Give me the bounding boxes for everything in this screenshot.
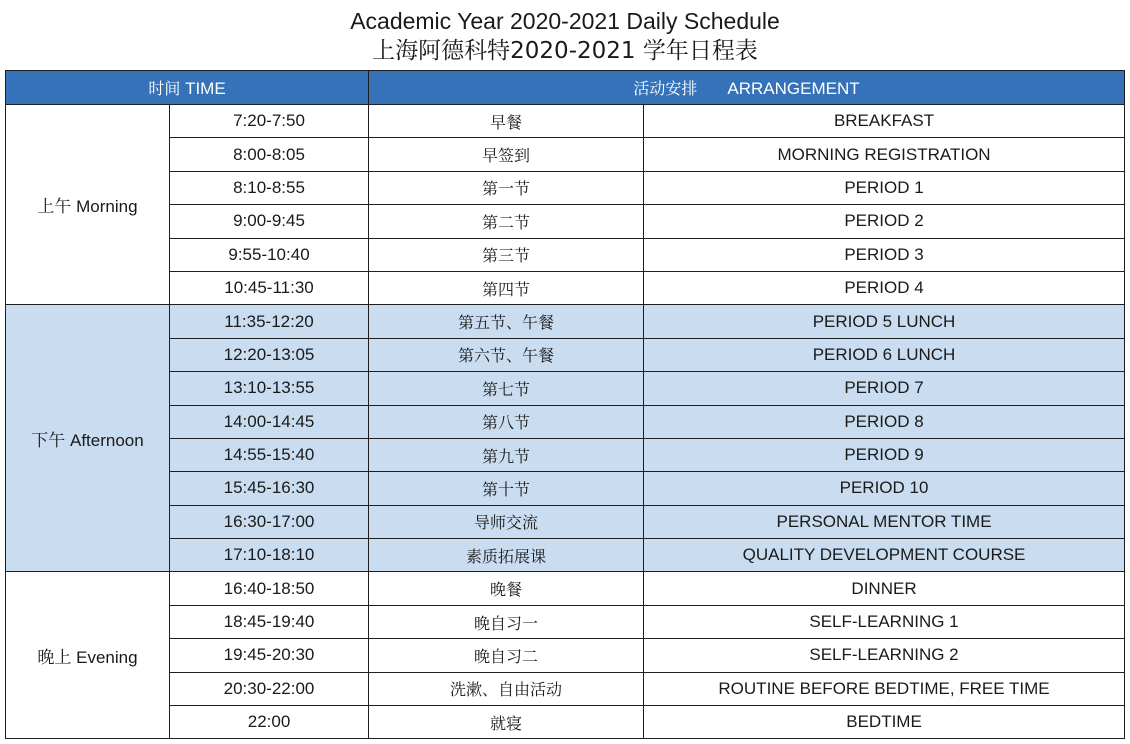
activity-zh-cell: 素质拓展课 [369,539,644,572]
table-row [6,372,1125,405]
activity-zh-cell: 晚自习一 [369,605,644,638]
time-cell: 10:45-11:30 [170,271,369,304]
activity-zh-cell: 第二节 [369,205,644,238]
activity-en-cell: PERIOD 4 [644,271,1125,304]
page-title: Academic Year 2020-2021 Daily Schedule [350,8,780,34]
time-cell: 14:55-15:40 [170,438,369,471]
time-cell: 19:45-20:30 [170,639,369,672]
time-cell: 9:55-10:40 [170,238,369,271]
table-row [6,605,1125,638]
activity-zh-cell: 第一节 [369,171,644,204]
header-arrangement [369,71,1125,105]
activity-zh-cell: 第七节 [369,372,644,405]
activity-zh-cell: 早签到 [369,138,644,171]
period-block-label: 上午 Morning [6,105,170,305]
time-cell: 14:00-14:45 [170,405,369,438]
time-cell: 8:10-8:55 [170,171,369,204]
activity-en-cell: BREAKFAST [644,105,1125,138]
time-cell: 17:10-18:10 [170,539,369,572]
activity-en-cell: PERIOD 9 [644,438,1125,471]
time-cell: 16:30-17:00 [170,505,369,538]
table-row [6,438,1125,471]
time-cell: 13:10-13:55 [170,372,369,405]
activity-en-cell: PERIOD 1 [644,171,1125,204]
activity-en-cell: BEDTIME [644,706,1125,739]
activity-en-cell: SELF-LEARNING 1 [644,605,1125,638]
table-row [6,171,1125,204]
activity-en-cell: PERIOD 2 [644,205,1125,238]
activity-zh-cell: 导师交流 [369,505,644,538]
activity-zh-cell: 第三节 [369,238,644,271]
time-cell: 22:00 [170,706,369,739]
activity-zh-cell: 第四节 [369,271,644,304]
table-row [6,305,1125,338]
activity-zh-cell: 第五节、午餐 [369,305,644,338]
table-row [6,271,1125,304]
activity-zh-cell: 洗漱、自由活动 [369,672,644,705]
activity-en-cell: PERIOD 6 LUNCH [644,338,1125,371]
activity-zh-cell: 晚餐 [369,572,644,605]
table-row [6,472,1125,505]
table-row [6,205,1125,238]
header-arrangement-zh: 活动安排 [633,79,698,98]
time-cell: 8:00-8:05 [170,138,369,171]
activity-en-cell: QUALITY DEVELOPMENT COURSE [644,539,1125,572]
activity-en-cell: PERIOD 5 LUNCH [644,305,1125,338]
activity-en-cell: PERIOD 7 [644,372,1125,405]
table-row [6,405,1125,438]
activity-en-cell: PERSONAL MENTOR TIME [644,505,1125,538]
activity-zh-cell: 就寝 [369,706,644,739]
activity-en-cell: PERIOD 10 [644,472,1125,505]
period-block-label: 下午 Afternoon [6,305,170,572]
time-cell: 12:20-13:05 [170,338,369,371]
table-row [6,672,1125,705]
header-time [6,71,369,105]
time-cell: 7:20-7:50 [170,105,369,138]
activity-en-cell: ROUTINE BEFORE BEDTIME, FREE TIME [644,672,1125,705]
time-cell: 16:40-18:50 [170,572,369,605]
table-row [6,706,1125,739]
table-row [6,505,1125,538]
table-row [6,338,1125,371]
page-subtitle: 上海阿德科特2020-2021 学年日程表 [372,38,758,64]
header-row [6,71,1125,105]
header-time-en: TIME [185,79,226,98]
time-cell: 20:30-22:00 [170,672,369,705]
table-row [6,639,1125,672]
table-row [6,105,1125,138]
activity-en-cell: PERIOD 3 [644,238,1125,271]
activity-en-cell: SELF-LEARNING 2 [644,639,1125,672]
schedule-body [6,105,1125,739]
period-block-label: 晚上 Evening [6,572,170,739]
time-cell: 18:45-19:40 [170,605,369,638]
time-cell: 9:00-9:45 [170,205,369,238]
document-titles [0,6,1130,66]
header-time-zh: 时间 [148,79,181,98]
activity-zh-cell: 第九节 [369,438,644,471]
activity-zh-cell: 早餐 [369,105,644,138]
activity-en-cell: MORNING REGISTRATION [644,138,1125,171]
schedule-table [5,70,1125,739]
table-row [6,238,1125,271]
activity-zh-cell: 第六节、午餐 [369,338,644,371]
activity-en-cell: DINNER [644,572,1125,605]
table-row [6,539,1125,572]
time-cell: 11:35-12:20 [170,305,369,338]
table-row [6,572,1125,605]
table-row [6,138,1125,171]
activity-en-cell: PERIOD 8 [644,405,1125,438]
activity-zh-cell: 晚自习二 [369,639,644,672]
header-arrangement-en: ARRANGEMENT [727,79,860,98]
activity-zh-cell: 第八节 [369,405,644,438]
activity-zh-cell: 第十节 [369,472,644,505]
time-cell: 15:45-16:30 [170,472,369,505]
